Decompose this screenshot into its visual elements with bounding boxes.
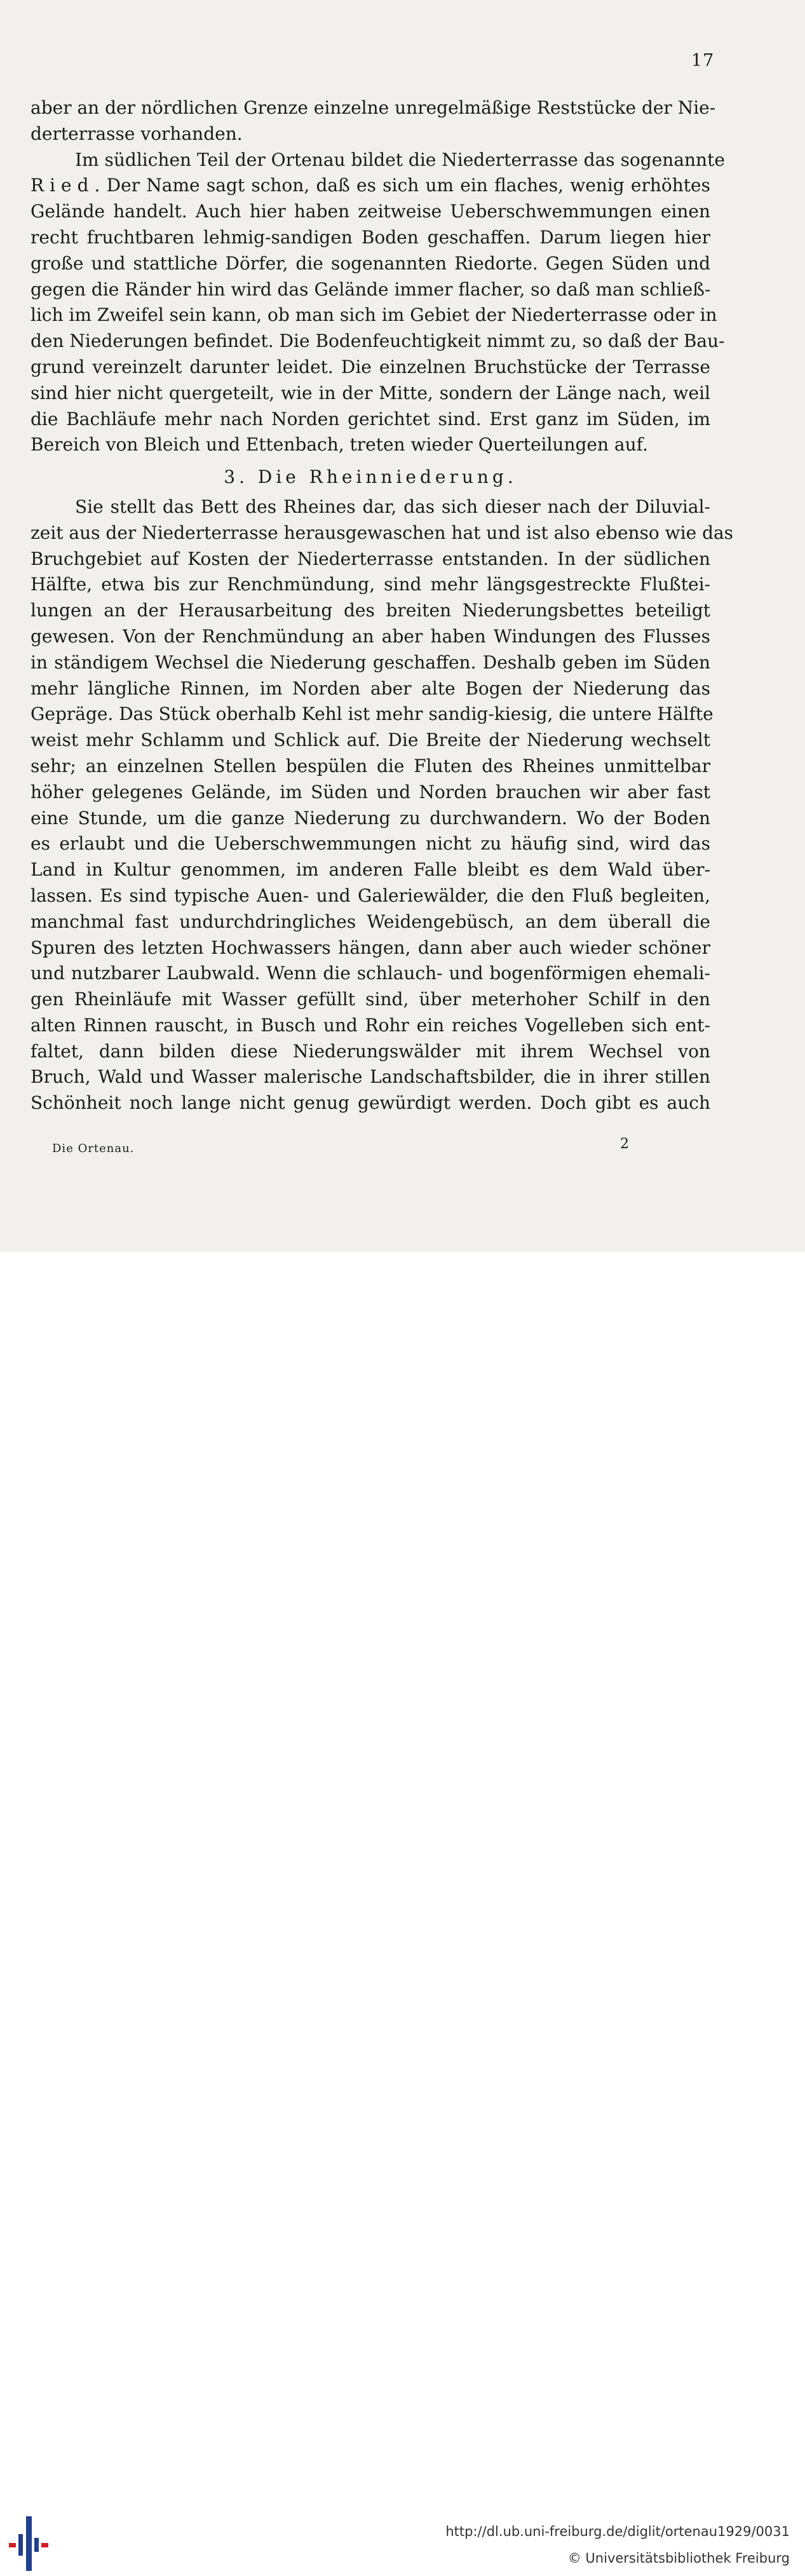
text-line: sehr; an einzelnen Stellen bespülen die Fluten des Rheines unmittelbar — [30, 755, 710, 776]
text-line: lassen. Es sind typische Auen- und Galeriewälder, die den Fluß begleiten, — [30, 885, 710, 906]
text-line: Bruch, Wald und Wasser malerische Landschaftsbilder, die in ihrer stillen — [30, 1066, 710, 1088]
text-line: die Bachläufe mehr nach Norden gerichtet sind. Erst ganz im Süden, im — [30, 408, 710, 430]
text-line: faltet, dann bilden diese Niederungswälder mit ihrem Wechsel von — [30, 1040, 710, 1062]
body-text — [30, 95, 734, 1116]
text-line: alten Rinnen rauscht, in Busch und Rohr ein reiches Vogelleben sich ent- — [30, 1014, 710, 1036]
text-line: gewesen. Von der Renchmündung an aber haben Windungen des Flusses — [30, 625, 710, 647]
signature-mark-title: Die Ortenau. — [52, 1142, 135, 1155]
text-line: Spuren des letzten Hochwassers hängen, dann aber auch wieder schöner — [30, 937, 710, 958]
text-fragment: . Der Name sagt schon, daß es sich um ein flaches, wenig erhöhtes — [94, 175, 710, 196]
source-url-link[interactable]: http://dl.ub.uni-freiburg.de/diglit/ortenau1929/0031 — [445, 2524, 790, 2539]
copyright-notice: © Universitätsbibliothek Freiburg — [567, 2551, 790, 2566]
text-line: Bruchgebiet auf Kosten der Niederterrasse entstanden. In der südlichen — [30, 548, 710, 569]
text-line: weist mehr Schlamm und Schlick auf. Die Breite der Niederung wechselt — [30, 729, 710, 751]
section-heading: 3. Die Rheinniederung. — [224, 466, 517, 488]
text-line — [30, 173, 710, 199]
university-library-logo-icon — [6, 2515, 51, 2573]
text-line: grund vereinzelt darunter leidet. Die einzelnen Bruchstücke der Terrasse — [30, 356, 710, 377]
text-line: zeit aus der Niederterrasse herausgewaschen hat und ist also ebenso wie das — [30, 522, 734, 543]
text-line: lungen an der Herausarbeitung des breiten Niederungsbettes beteiligt — [30, 600, 710, 621]
text-line: Gepräge. Das Stück oberhalb Kehl ist mehr sandig-kiesig, die untere Hälfte — [30, 703, 714, 725]
text-line: Gelände handelt. Auch hier haben zeitweise Ueberschwemmungen einen — [30, 201, 710, 222]
page-number: 17 — [691, 51, 715, 71]
emphasized-word: Ried — [30, 175, 95, 196]
text-line: es erlaubt und die Ueberschwemmungen nicht zu häufig sind, wird das — [30, 833, 710, 855]
viewer-footer — [0, 1252, 805, 2566]
scanned-page — [0, 0, 805, 1252]
text-line: in ständigem Wechsel die Niederung geschaffen. Deshalb geben im Süden — [30, 651, 710, 673]
text-line: Im südlichen Teil der Ortenau bildet die Niederterrasse das sogenannte — [75, 149, 725, 170]
text-line: gen Rheinläufe mit Wasser gefüllt sind, über meterhoher Schilf in den — [30, 989, 710, 1010]
text-line: den Niederungen befindet. Die Bodenfeuchtigkeit nimmt zu, so daß der Bau- — [30, 330, 725, 352]
text-line: sind hier nicht quergeteilt, wie in der Mitte, sondern der Länge nach, weil — [30, 382, 710, 403]
text-line: Schönheit noch lange nicht genug gewürdigt werden. Doch gibt es auch — [30, 1092, 710, 1114]
text-line: große und stattliche Dörfer, die sogenannten Riedorte. Gegen Süden und — [30, 252, 710, 274]
text-line: höher gelegenes Gelände, im Süden und Norden brauchen wir aber fast — [30, 781, 710, 803]
text-line: aber an der nördlichen Grenze einzelne unregelmäßige Reststücke der Nie- — [30, 97, 716, 118]
text-line: Sie stellt das Bett des Rheines dar, das sich dieser nach der Diluvial- — [75, 496, 710, 517]
text-line: lich im Zweifel sein kann, ob man sich im Gebiet der Niederterrasse oder in — [30, 304, 717, 326]
text-line: Bereich von Bleich und Ettenbach, treten wieder Querteilungen auf. — [30, 434, 648, 456]
text-line: manchmal fast undurchdringliches Weidengebüsch, an dem überall die — [30, 911, 710, 932]
text-line: eine Stunde, um die ganze Niederung zu durchwandern. Wo der Boden — [30, 807, 710, 829]
text-line: derterrasse vorhanden. — [30, 123, 243, 144]
text-line: gegen die Ränder hin wird das Gelände immer flacher, so daß man schließ- — [30, 278, 711, 300]
text-line: mehr längliche Rinnen, im Norden aber alte Bogen der Niederung das — [30, 677, 710, 699]
signature-number: 2 — [620, 1136, 629, 1152]
text-line: Land in Kultur genommen, im anderen Falle bleibt es dem Wald über- — [30, 859, 710, 881]
text-line: und nutzbarer Laubwald. Wenn die schlauch- und bogenförmigen ehemali- — [30, 963, 710, 984]
text-line: Hälfte, etwa bis zur Renchmündung, sind mehr längsgestreckte Flußtei- — [30, 574, 710, 595]
text-line: recht fruchtbaren lehmig-sandigen Boden geschaffen. Darum liegen hier — [30, 226, 710, 248]
